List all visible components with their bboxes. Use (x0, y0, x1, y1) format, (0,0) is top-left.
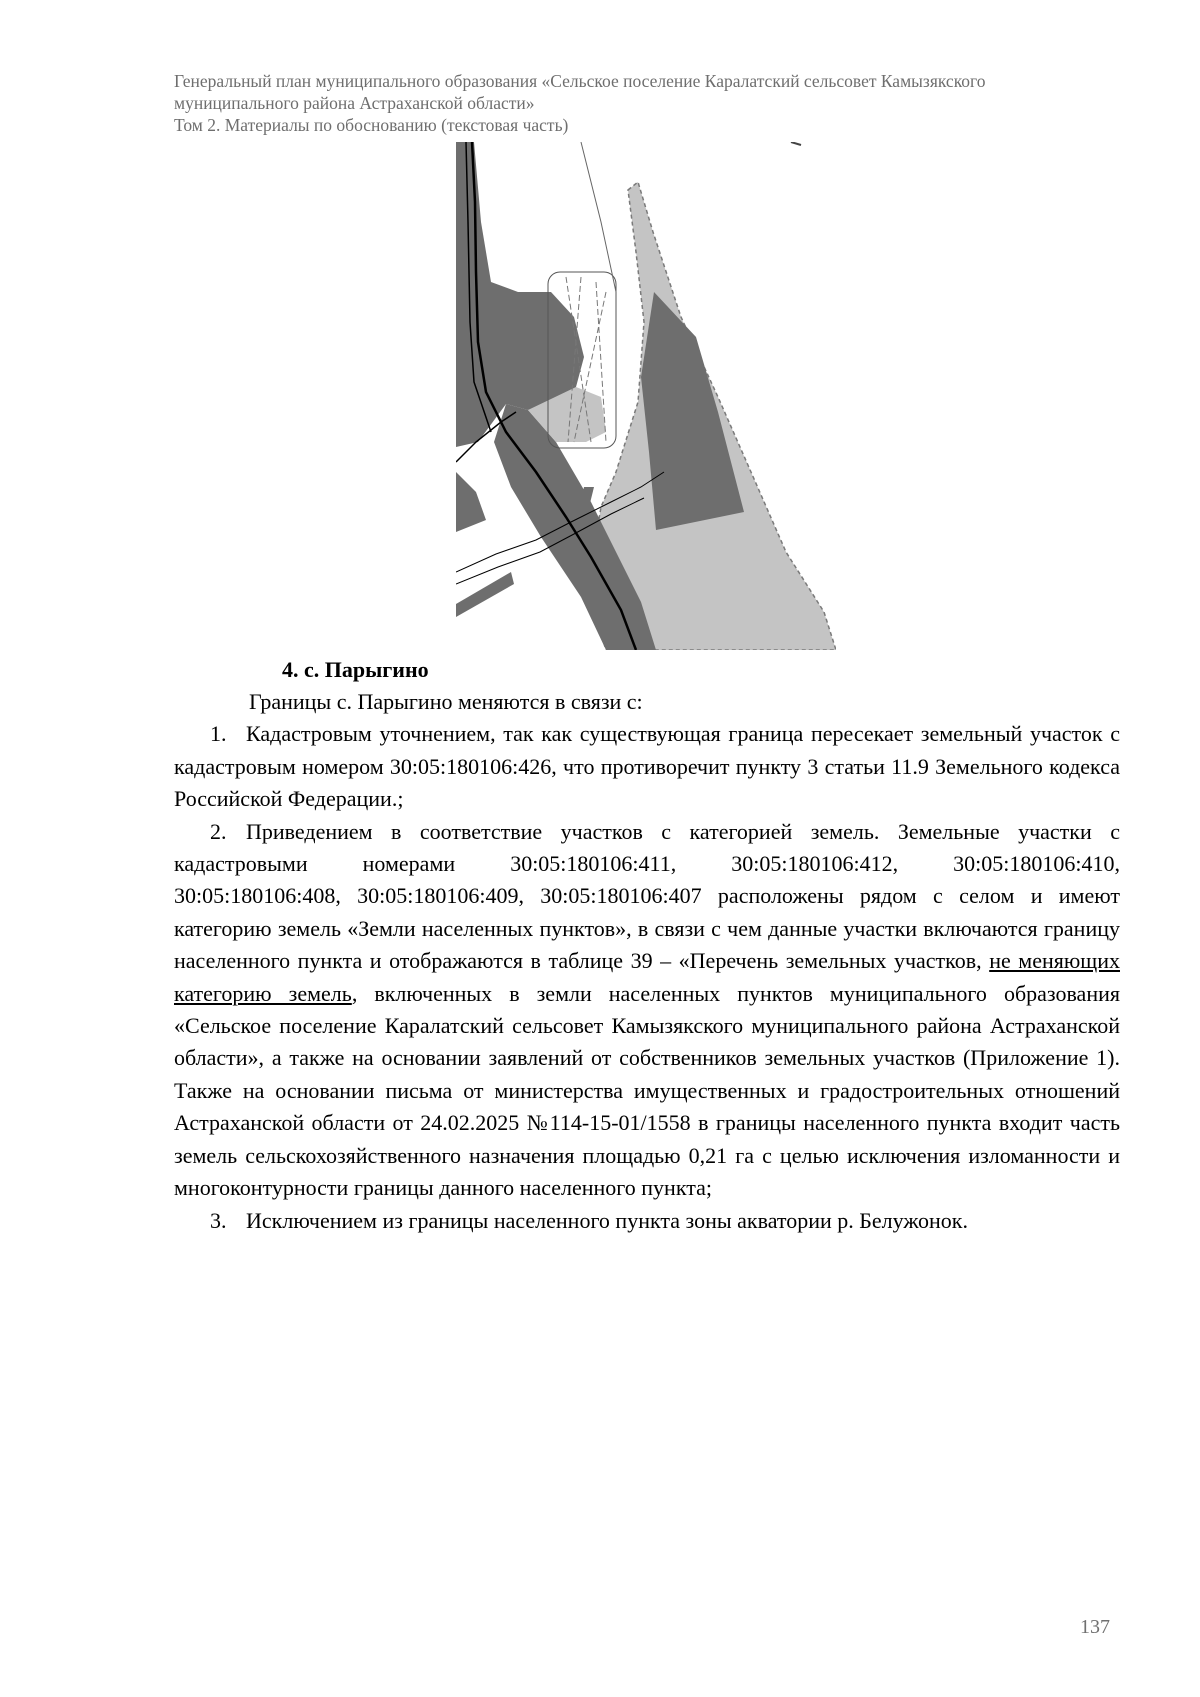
list-item-2-line-1 (174, 816, 1120, 848)
list-item-2-rest (174, 880, 1120, 1204)
list-item-text: Исключением из границы населенного пункта зоны акватории р. Белужонок. (246, 1207, 968, 1233)
list-item-1 (174, 718, 1120, 815)
body-text (174, 686, 1120, 1237)
document-header (174, 70, 1134, 136)
list-item-text: Кадастровым уточнением, так как существующая граница пересекает земельный участок с кадастровым номером 30:05:180106:426, что противоречит пункту 3 статьи 11.9 Земельного кодекса Российской Федерации.; (174, 721, 1120, 812)
settlement-boundary-map (456, 142, 836, 650)
header-line-3: Том 2. Материалы по обоснованию (текстовая часть) (174, 115, 569, 135)
section-title: 4. с. Парыгино (282, 657, 429, 682)
list-item-number: 3. (210, 1207, 227, 1233)
page-number: 137 (1080, 1616, 1110, 1638)
list-item-number: 1. (210, 721, 227, 747)
list-item-text: 30:05:180106:408, 30:05:180106:409, 30:05:180106:407 расположены рядом с селом и имеют категорию земель «Земли населенных пунктов», в связи с чем данные участки включаются границу населенного пункта и отображаются в таблице 39 – «Перечень земельных участков, (174, 883, 1120, 974)
list-item-text: Приведением в соответствие участков с категорией земель. Земельные участки с (246, 818, 1120, 844)
intro-paragraph: Границы с. Парыгино меняются в связи с: (249, 689, 643, 714)
list-item-3 (174, 1205, 1120, 1237)
list-item-number: 2. (210, 818, 227, 844)
underlined-text: не меняющих категорию земель (174, 948, 1120, 1006)
header-line-2: муниципального района Астраханской области» (174, 93, 535, 113)
list-item-text: , включенных в земли населенных пунктов муниципального образования «Сельское поселение Каралатский сельсовет Камызякского муниципального района Астраханской области», а также на основании заявлений от собственников земельных участков (Приложение 1). Также на основании письма от министерства имущественных и градостроительных отношений Астраханской области от 24.02.2025 №114-15-01/1558 в границы населенного пункта входит часть земель сельскохозяйственного назначения площадью 0,21 га с целью исключения изломанности и многоконтурности границы данного населенного пункта; (174, 980, 1120, 1201)
list-item-2-line-2: кадастровыми номерами 30:05:180106:411, 30:05:180106:412, 30:05:180106:410, (174, 851, 1120, 877)
header-line-1: Генеральный план муниципального образования «Сельское поселение Каралатский сельсовет Камызякского (174, 71, 986, 91)
